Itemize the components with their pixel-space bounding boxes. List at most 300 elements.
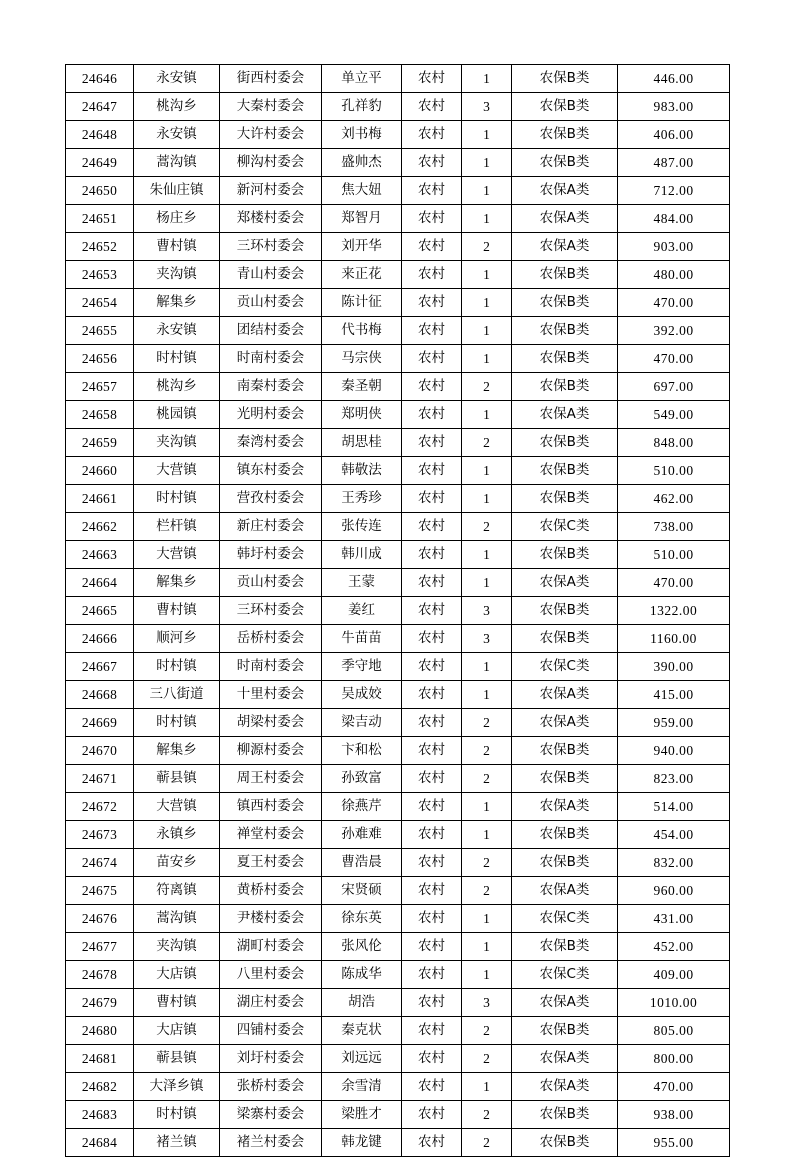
cell-name: 卞和松 [322, 737, 402, 765]
cell-count: 1 [462, 821, 512, 849]
cell-amount: 959.00 [618, 709, 730, 737]
cell-village: 镇西村委会 [220, 793, 322, 821]
cell-category: 农保B类 [512, 261, 618, 289]
cell-name: 来正花 [322, 261, 402, 289]
cell-category: 农保B类 [512, 317, 618, 345]
cell-count: 1 [462, 961, 512, 989]
cell-type: 农村 [402, 737, 462, 765]
cell-town: 朱仙庄镇 [134, 177, 220, 205]
cell-village: 胡梁村委会 [220, 709, 322, 737]
cell-id: 24669 [66, 709, 134, 737]
table-row [66, 345, 730, 373]
cell-name: 陈成华 [322, 961, 402, 989]
cell-village: 三环村委会 [220, 233, 322, 261]
cell-town: 大店镇 [134, 1017, 220, 1045]
table-row [66, 317, 730, 345]
cell-town: 夹沟镇 [134, 261, 220, 289]
cell-category: 农保B类 [512, 149, 618, 177]
cell-id: 24646 [66, 65, 134, 93]
table-row [66, 401, 730, 429]
cell-type: 农村 [402, 1129, 462, 1157]
cell-category: 农保B类 [512, 373, 618, 401]
cell-id: 24657 [66, 373, 134, 401]
cell-village: 团结村委会 [220, 317, 322, 345]
cell-amount: 1322.00 [618, 597, 730, 625]
cell-name: 梁吉动 [322, 709, 402, 737]
cell-count: 2 [462, 429, 512, 457]
cell-id: 24664 [66, 569, 134, 597]
cell-category: 农保B类 [512, 121, 618, 149]
cell-type: 农村 [402, 877, 462, 905]
cell-village: 镇东村委会 [220, 457, 322, 485]
cell-amount: 938.00 [618, 1101, 730, 1129]
cell-category: 农保B类 [512, 625, 618, 653]
cell-category: 农保B类 [512, 457, 618, 485]
cell-count: 1 [462, 653, 512, 681]
cell-town: 解集乡 [134, 569, 220, 597]
cell-village: 黄桥村委会 [220, 877, 322, 905]
cell-amount: 832.00 [618, 849, 730, 877]
cell-village: 三环村委会 [220, 597, 322, 625]
cell-id: 24662 [66, 513, 134, 541]
cell-category: 农保B类 [512, 1129, 618, 1157]
cell-category: 农保B类 [512, 1017, 618, 1045]
table-row [66, 989, 730, 1017]
cell-amount: 452.00 [618, 933, 730, 961]
cell-count: 1 [462, 401, 512, 429]
cell-type: 农村 [402, 401, 462, 429]
cell-category: 农保B类 [512, 345, 618, 373]
table-row [66, 653, 730, 681]
table-row [66, 961, 730, 989]
cell-town: 曹村镇 [134, 989, 220, 1017]
cell-name: 焦大妞 [322, 177, 402, 205]
cell-category: 农保A类 [512, 1045, 618, 1073]
cell-amount: 484.00 [618, 205, 730, 233]
table-row [66, 373, 730, 401]
cell-name: 王秀珍 [322, 485, 402, 513]
cell-village: 营孜村委会 [220, 485, 322, 513]
cell-town: 永安镇 [134, 317, 220, 345]
cell-category: 农保B类 [512, 933, 618, 961]
cell-id: 24654 [66, 289, 134, 317]
cell-category: 农保C类 [512, 961, 618, 989]
cell-town: 符离镇 [134, 877, 220, 905]
cell-town: 永镇乡 [134, 821, 220, 849]
table-row [66, 121, 730, 149]
cell-type: 农村 [402, 93, 462, 121]
cell-name: 韩龙键 [322, 1129, 402, 1157]
cell-town: 蕲县镇 [134, 1045, 220, 1073]
cell-category: 农保B类 [512, 289, 618, 317]
cell-category: 农保A类 [512, 1073, 618, 1101]
cell-amount: 406.00 [618, 121, 730, 149]
table-row [66, 457, 730, 485]
cell-town: 解集乡 [134, 737, 220, 765]
cell-category: 农保B类 [512, 849, 618, 877]
cell-town: 时村镇 [134, 653, 220, 681]
cell-count: 3 [462, 597, 512, 625]
cell-count: 3 [462, 989, 512, 1017]
cell-type: 农村 [402, 289, 462, 317]
table-row [66, 597, 730, 625]
cell-name: 牛苗苗 [322, 625, 402, 653]
cell-category: 农保C类 [512, 513, 618, 541]
cell-town: 栏杆镇 [134, 513, 220, 541]
cell-name: 代书梅 [322, 317, 402, 345]
cell-id: 24683 [66, 1101, 134, 1129]
cell-count: 2 [462, 513, 512, 541]
cell-village: 青山村委会 [220, 261, 322, 289]
table-row [66, 429, 730, 457]
cell-town: 大营镇 [134, 457, 220, 485]
cell-name: 胡浩 [322, 989, 402, 1017]
cell-id: 24649 [66, 149, 134, 177]
cell-count: 2 [462, 1101, 512, 1129]
cell-amount: 514.00 [618, 793, 730, 821]
cell-count: 1 [462, 681, 512, 709]
cell-type: 农村 [402, 317, 462, 345]
cell-village: 南秦村委会 [220, 373, 322, 401]
table-row [66, 1101, 730, 1129]
cell-name: 余雪清 [322, 1073, 402, 1101]
cell-category: 农保B类 [512, 93, 618, 121]
cell-village: 新庄村委会 [220, 513, 322, 541]
cell-count: 2 [462, 1129, 512, 1157]
cell-amount: 697.00 [618, 373, 730, 401]
table-row [66, 513, 730, 541]
cell-count: 2 [462, 765, 512, 793]
cell-count: 1 [462, 65, 512, 93]
cell-id: 24658 [66, 401, 134, 429]
cell-village: 褚兰村委会 [220, 1129, 322, 1157]
table-row [66, 737, 730, 765]
cell-id: 24671 [66, 765, 134, 793]
cell-name: 刘书梅 [322, 121, 402, 149]
table-row [66, 569, 730, 597]
cell-amount: 487.00 [618, 149, 730, 177]
cell-amount: 903.00 [618, 233, 730, 261]
cell-name: 吴成姣 [322, 681, 402, 709]
cell-category: 农保B类 [512, 541, 618, 569]
table-row [66, 765, 730, 793]
cell-id: 24677 [66, 933, 134, 961]
cell-amount: 392.00 [618, 317, 730, 345]
cell-id: 24666 [66, 625, 134, 653]
cell-village: 贡山村委会 [220, 289, 322, 317]
cell-name: 刘开华 [322, 233, 402, 261]
table-row [66, 1073, 730, 1101]
cell-id: 24648 [66, 121, 134, 149]
table-row [66, 541, 730, 569]
cell-type: 农村 [402, 569, 462, 597]
cell-village: 时南村委会 [220, 653, 322, 681]
cell-category: 农保A类 [512, 989, 618, 1017]
cell-category: 农保B类 [512, 485, 618, 513]
cell-village: 新河村委会 [220, 177, 322, 205]
cell-id: 24673 [66, 821, 134, 849]
cell-type: 农村 [402, 849, 462, 877]
cell-village: 十里村委会 [220, 681, 322, 709]
table-row [66, 93, 730, 121]
cell-town: 蒿沟镇 [134, 149, 220, 177]
cell-id: 24678 [66, 961, 134, 989]
cell-name: 韩敬法 [322, 457, 402, 485]
cell-type: 农村 [402, 149, 462, 177]
cell-village: 柳沟村委会 [220, 149, 322, 177]
cell-type: 农村 [402, 681, 462, 709]
cell-town: 永安镇 [134, 65, 220, 93]
cell-village: 贡山村委会 [220, 569, 322, 597]
cell-town: 夹沟镇 [134, 933, 220, 961]
cell-village: 岳桥村委会 [220, 625, 322, 653]
cell-amount: 390.00 [618, 653, 730, 681]
cell-town: 杨庄乡 [134, 205, 220, 233]
cell-name: 宋贤硕 [322, 877, 402, 905]
cell-town: 褚兰镇 [134, 1129, 220, 1157]
cell-amount: 738.00 [618, 513, 730, 541]
cell-town: 时村镇 [134, 345, 220, 373]
cell-name: 胡思桂 [322, 429, 402, 457]
cell-count: 1 [462, 569, 512, 597]
cell-count: 2 [462, 373, 512, 401]
cell-amount: 1010.00 [618, 989, 730, 1017]
cell-id: 24663 [66, 541, 134, 569]
cell-village: 梁寨村委会 [220, 1101, 322, 1129]
table-row [66, 1129, 730, 1157]
cell-id: 24675 [66, 877, 134, 905]
cell-count: 1 [462, 933, 512, 961]
table-row [66, 233, 730, 261]
cell-village: 韩圩村委会 [220, 541, 322, 569]
cell-village: 八里村委会 [220, 961, 322, 989]
cell-id: 24661 [66, 485, 134, 513]
cell-village: 张桥村委会 [220, 1073, 322, 1101]
cell-category: 农保A类 [512, 401, 618, 429]
cell-id: 24672 [66, 793, 134, 821]
cell-name: 张传连 [322, 513, 402, 541]
cell-town: 时村镇 [134, 485, 220, 513]
cell-name: 秦克状 [322, 1017, 402, 1045]
cell-name: 徐东英 [322, 905, 402, 933]
cell-type: 农村 [402, 597, 462, 625]
cell-category: 农保B类 [512, 597, 618, 625]
cell-amount: 470.00 [618, 569, 730, 597]
cell-type: 农村 [402, 1101, 462, 1129]
cell-village: 湖庄村委会 [220, 989, 322, 1017]
cell-count: 2 [462, 1045, 512, 1073]
cell-type: 农村 [402, 485, 462, 513]
cell-amount: 510.00 [618, 541, 730, 569]
cell-count: 1 [462, 317, 512, 345]
cell-town: 大店镇 [134, 961, 220, 989]
cell-amount: 983.00 [618, 93, 730, 121]
cell-village: 刘圩村委会 [220, 1045, 322, 1073]
cell-type: 农村 [402, 793, 462, 821]
cell-count: 1 [462, 485, 512, 513]
cell-type: 农村 [402, 121, 462, 149]
table-row [66, 177, 730, 205]
cell-name: 梁胜才 [322, 1101, 402, 1129]
cell-id: 24667 [66, 653, 134, 681]
cell-name: 孙难难 [322, 821, 402, 849]
cell-type: 农村 [402, 177, 462, 205]
cell-amount: 510.00 [618, 457, 730, 485]
cell-type: 农村 [402, 513, 462, 541]
cell-category: 农保C类 [512, 905, 618, 933]
table-row [66, 149, 730, 177]
cell-count: 2 [462, 709, 512, 737]
cell-category: 农保B类 [512, 737, 618, 765]
cell-amount: 415.00 [618, 681, 730, 709]
cell-id: 24668 [66, 681, 134, 709]
cell-count: 2 [462, 233, 512, 261]
cell-village: 夏王村委会 [220, 849, 322, 877]
cell-id: 24650 [66, 177, 134, 205]
cell-id: 24676 [66, 905, 134, 933]
cell-type: 农村 [402, 457, 462, 485]
cell-town: 桃沟乡 [134, 93, 220, 121]
cell-category: 农保A类 [512, 681, 618, 709]
cell-type: 农村 [402, 933, 462, 961]
cell-count: 1 [462, 261, 512, 289]
table-row [66, 709, 730, 737]
cell-town: 大营镇 [134, 541, 220, 569]
cell-amount: 454.00 [618, 821, 730, 849]
cell-count: 2 [462, 1017, 512, 1045]
cell-category: 农保C类 [512, 653, 618, 681]
cell-town: 苗安乡 [134, 849, 220, 877]
cell-town: 解集乡 [134, 289, 220, 317]
cell-count: 1 [462, 457, 512, 485]
cell-name: 郑智月 [322, 205, 402, 233]
cell-village: 时南村委会 [220, 345, 322, 373]
cell-village: 光明村委会 [220, 401, 322, 429]
cell-town: 大泽乡镇 [134, 1073, 220, 1101]
table-row [66, 877, 730, 905]
table-row [66, 793, 730, 821]
table-row [66, 205, 730, 233]
cell-id: 24659 [66, 429, 134, 457]
cell-town: 大营镇 [134, 793, 220, 821]
cell-type: 农村 [402, 905, 462, 933]
cell-count: 2 [462, 849, 512, 877]
cell-type: 农村 [402, 625, 462, 653]
cell-count: 3 [462, 93, 512, 121]
cell-amount: 470.00 [618, 345, 730, 373]
cell-village: 周王村委会 [220, 765, 322, 793]
cell-count: 2 [462, 737, 512, 765]
cell-id: 24647 [66, 93, 134, 121]
cell-count: 1 [462, 793, 512, 821]
cell-town: 时村镇 [134, 1101, 220, 1129]
cell-id: 24656 [66, 345, 134, 373]
cell-name: 秦圣朝 [322, 373, 402, 401]
table-row [66, 1045, 730, 1073]
cell-category: 农保A类 [512, 569, 618, 597]
cell-name: 刘远远 [322, 1045, 402, 1073]
cell-town: 曹村镇 [134, 597, 220, 625]
cell-amount: 470.00 [618, 289, 730, 317]
cell-count: 2 [462, 877, 512, 905]
table-row [66, 625, 730, 653]
table-row [66, 933, 730, 961]
table-row [66, 289, 730, 317]
cell-name: 徐燕芹 [322, 793, 402, 821]
cell-amount: 848.00 [618, 429, 730, 457]
cell-type: 农村 [402, 989, 462, 1017]
cell-category: 农保B类 [512, 1101, 618, 1129]
cell-town: 蕲县镇 [134, 765, 220, 793]
cell-category: 农保B类 [512, 821, 618, 849]
cell-village: 湖町村委会 [220, 933, 322, 961]
cell-amount: 462.00 [618, 485, 730, 513]
cell-name: 孔祥豹 [322, 93, 402, 121]
cell-type: 农村 [402, 65, 462, 93]
cell-village: 郑楼村委会 [220, 205, 322, 233]
cell-type: 农村 [402, 261, 462, 289]
cell-town: 蒿沟镇 [134, 905, 220, 933]
cell-category: 农保A类 [512, 709, 618, 737]
cell-name: 单立平 [322, 65, 402, 93]
cell-type: 农村 [402, 205, 462, 233]
cell-name: 韩川成 [322, 541, 402, 569]
cell-town: 曹村镇 [134, 233, 220, 261]
cell-amount: 955.00 [618, 1129, 730, 1157]
cell-amount: 800.00 [618, 1045, 730, 1073]
cell-amount: 470.00 [618, 1073, 730, 1101]
cell-type: 农村 [402, 765, 462, 793]
cell-id: 24670 [66, 737, 134, 765]
table-row [66, 1017, 730, 1045]
table-row [66, 261, 730, 289]
cell-id: 24665 [66, 597, 134, 625]
cell-amount: 480.00 [618, 261, 730, 289]
cell-village: 大秦村委会 [220, 93, 322, 121]
table-row [66, 905, 730, 933]
cell-amount: 960.00 [618, 877, 730, 905]
cell-village: 秦湾村委会 [220, 429, 322, 457]
cell-name: 陈计征 [322, 289, 402, 317]
cell-id: 24655 [66, 317, 134, 345]
cell-town: 永安镇 [134, 121, 220, 149]
cell-count: 1 [462, 905, 512, 933]
cell-name: 王蒙 [322, 569, 402, 597]
cell-count: 1 [462, 345, 512, 373]
cell-town: 夹沟镇 [134, 429, 220, 457]
cell-village: 禅堂村委会 [220, 821, 322, 849]
cell-category: 农保A类 [512, 233, 618, 261]
cell-count: 1 [462, 121, 512, 149]
cell-count: 1 [462, 205, 512, 233]
cell-amount: 712.00 [618, 177, 730, 205]
cell-type: 农村 [402, 961, 462, 989]
cell-village: 尹楼村委会 [220, 905, 322, 933]
cell-amount: 940.00 [618, 737, 730, 765]
cell-type: 农村 [402, 653, 462, 681]
cell-category: 农保B类 [512, 429, 618, 457]
cell-id: 24682 [66, 1073, 134, 1101]
cell-type: 农村 [402, 345, 462, 373]
cell-name: 张风伦 [322, 933, 402, 961]
cell-count: 1 [462, 541, 512, 569]
cell-amount: 549.00 [618, 401, 730, 429]
cell-id: 24674 [66, 849, 134, 877]
cell-amount: 446.00 [618, 65, 730, 93]
table-row [66, 485, 730, 513]
cell-type: 农村 [402, 821, 462, 849]
cell-category: 农保B类 [512, 765, 618, 793]
